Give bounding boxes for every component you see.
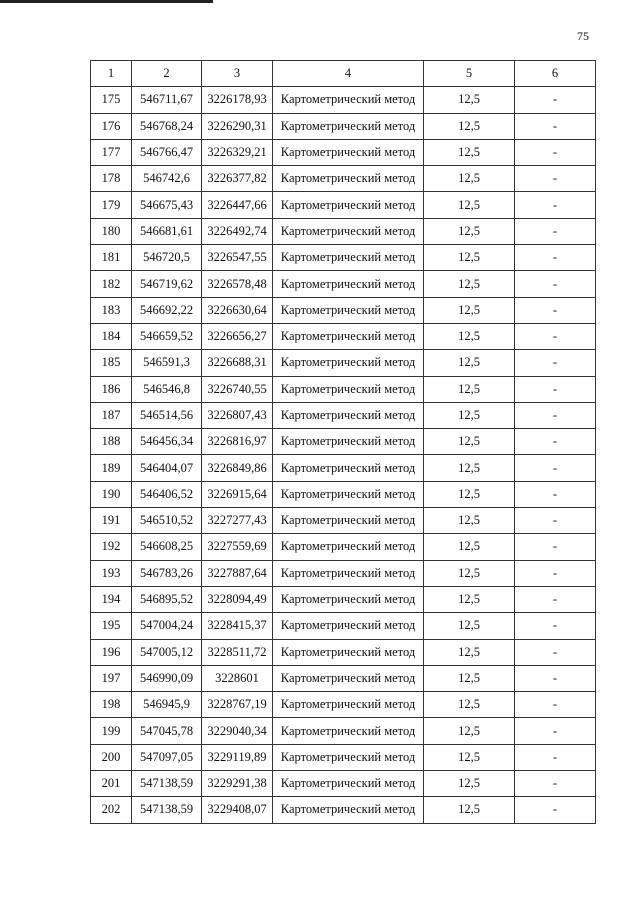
cell-accuracy: 12,5 [424, 771, 515, 797]
cell-point-number: 193 [91, 560, 132, 586]
cell-accuracy: 12,5 [424, 613, 515, 639]
cell-x: 547004,24 [132, 613, 202, 639]
cell-point-number: 175 [91, 87, 132, 113]
cell-accuracy: 12,5 [424, 534, 515, 560]
cell-method: Картометрический метод [273, 192, 424, 218]
cell-y: 3229040,34 [202, 718, 273, 744]
cell-dash: - [515, 139, 596, 165]
table-row [91, 323, 596, 349]
cell-dash: - [515, 639, 596, 665]
cell-accuracy: 12,5 [424, 113, 515, 139]
cell-point-number: 180 [91, 218, 132, 244]
table-row [91, 481, 596, 507]
cell-point-number: 179 [91, 192, 132, 218]
column-header: 2 [132, 61, 202, 87]
cell-x: 546675,43 [132, 192, 202, 218]
cell-accuracy: 12,5 [424, 586, 515, 612]
cell-accuracy: 12,5 [424, 166, 515, 192]
cell-x: 546510,52 [132, 508, 202, 534]
column-header: 6 [515, 61, 596, 87]
cell-method: Картометрический метод [273, 665, 424, 691]
cell-point-number: 176 [91, 113, 132, 139]
cell-method: Картометрический метод [273, 113, 424, 139]
cell-dash: - [515, 744, 596, 770]
cell-point-number: 197 [91, 665, 132, 691]
cell-y: 3226447,66 [202, 192, 273, 218]
cell-x: 546783,26 [132, 560, 202, 586]
table-row [91, 192, 596, 218]
cell-point-number: 194 [91, 586, 132, 612]
table-row [91, 139, 596, 165]
cell-y: 3226630,64 [202, 297, 273, 323]
cell-x: 546546,8 [132, 376, 202, 402]
cell-x: 546406,52 [132, 481, 202, 507]
cell-accuracy: 12,5 [424, 139, 515, 165]
cell-x: 547005,12 [132, 639, 202, 665]
table-body [91, 87, 596, 823]
top-rule [0, 0, 213, 3]
cell-method: Картометрический метод [273, 139, 424, 165]
table-row [91, 376, 596, 402]
cell-accuracy: 12,5 [424, 218, 515, 244]
table-row [91, 508, 596, 534]
cell-method: Картометрический метод [273, 718, 424, 744]
cell-method: Картометрический метод [273, 87, 424, 113]
cell-dash: - [515, 218, 596, 244]
cell-x: 547097,05 [132, 744, 202, 770]
table-row [91, 297, 596, 323]
table-row [91, 113, 596, 139]
cell-point-number: 185 [91, 350, 132, 376]
table-row [91, 87, 596, 113]
cell-accuracy: 12,5 [424, 481, 515, 507]
cell-method: Картометрический метод [273, 323, 424, 349]
cell-method: Картометрический метод [273, 508, 424, 534]
cell-dash: - [515, 797, 596, 823]
cell-point-number: 199 [91, 718, 132, 744]
cell-dash: - [515, 376, 596, 402]
cell-point-number: 198 [91, 692, 132, 718]
cell-accuracy: 12,5 [424, 560, 515, 586]
table-row [91, 744, 596, 770]
cell-y: 3228511,72 [202, 639, 273, 665]
table-row [91, 245, 596, 271]
cell-method: Картометрический метод [273, 744, 424, 770]
cell-y: 3226377,82 [202, 166, 273, 192]
cell-point-number: 181 [91, 245, 132, 271]
cell-dash: - [515, 429, 596, 455]
column-header: 5 [424, 61, 515, 87]
column-header: 3 [202, 61, 273, 87]
cell-point-number: 188 [91, 429, 132, 455]
cell-method: Картометрический метод [273, 218, 424, 244]
cell-dash: - [515, 560, 596, 586]
cell-dash: - [515, 271, 596, 297]
cell-dash: - [515, 771, 596, 797]
table-row [91, 402, 596, 428]
cell-x: 546768,24 [132, 113, 202, 139]
cell-accuracy: 12,5 [424, 665, 515, 691]
cell-x: 546692,22 [132, 297, 202, 323]
cell-method: Картометрический метод [273, 586, 424, 612]
cell-dash: - [515, 87, 596, 113]
table-row [91, 455, 596, 481]
cell-y: 3226656,27 [202, 323, 273, 349]
table-row [91, 271, 596, 297]
column-header: 1 [91, 61, 132, 87]
cell-x: 547138,59 [132, 797, 202, 823]
cell-point-number: 186 [91, 376, 132, 402]
cell-y: 3227559,69 [202, 534, 273, 560]
cell-method: Картометрический метод [273, 771, 424, 797]
cell-method: Картометрический метод [273, 534, 424, 560]
cell-x: 546742,6 [132, 166, 202, 192]
cell-x: 546945,9 [132, 692, 202, 718]
cell-method: Картометрический метод [273, 166, 424, 192]
cell-accuracy: 12,5 [424, 87, 515, 113]
cell-dash: - [515, 402, 596, 428]
cell-y: 3226178,93 [202, 87, 273, 113]
table-row [91, 797, 596, 823]
cell-method: Картометрический метод [273, 481, 424, 507]
cell-method: Картометрический метод [273, 245, 424, 271]
cell-point-number: 178 [91, 166, 132, 192]
cell-y: 3228767,19 [202, 692, 273, 718]
cell-point-number: 182 [91, 271, 132, 297]
column-header: 4 [273, 61, 424, 87]
table-row [91, 692, 596, 718]
cell-point-number: 183 [91, 297, 132, 323]
cell-method: Картометрический метод [273, 402, 424, 428]
cell-x: 547045,78 [132, 718, 202, 744]
cell-point-number: 190 [91, 481, 132, 507]
cell-method: Картометрический метод [273, 692, 424, 718]
cell-x: 546990,09 [132, 665, 202, 691]
cell-x: 546608,25 [132, 534, 202, 560]
table-row [91, 639, 596, 665]
cell-x: 546456,34 [132, 429, 202, 455]
cell-dash: - [515, 534, 596, 560]
table-row [91, 350, 596, 376]
cell-y: 3226915,64 [202, 481, 273, 507]
cell-x: 546514,56 [132, 402, 202, 428]
cell-accuracy: 12,5 [424, 639, 515, 665]
cell-method: Картометрический метод [273, 560, 424, 586]
cell-accuracy: 12,5 [424, 797, 515, 823]
cell-point-number: 187 [91, 402, 132, 428]
cell-accuracy: 12,5 [424, 323, 515, 349]
cell-point-number: 201 [91, 771, 132, 797]
cell-y: 3226740,55 [202, 376, 273, 402]
cell-y: 3226688,31 [202, 350, 273, 376]
cell-accuracy: 12,5 [424, 718, 515, 744]
cell-accuracy: 12,5 [424, 350, 515, 376]
cell-dash: - [515, 586, 596, 612]
cell-accuracy: 12,5 [424, 297, 515, 323]
cell-x: 546766,47 [132, 139, 202, 165]
cell-y: 3226816,97 [202, 429, 273, 455]
cell-y: 3226547,55 [202, 245, 273, 271]
cell-x: 547138,59 [132, 771, 202, 797]
cell-x: 546720,5 [132, 245, 202, 271]
cell-y: 3226807,43 [202, 402, 273, 428]
cell-x: 546659,52 [132, 323, 202, 349]
cell-y: 3226492,74 [202, 218, 273, 244]
cell-accuracy: 12,5 [424, 508, 515, 534]
cell-y: 3228601 [202, 665, 273, 691]
table-header-row [91, 61, 596, 87]
table-row [91, 429, 596, 455]
cell-accuracy: 12,5 [424, 744, 515, 770]
cell-point-number: 195 [91, 613, 132, 639]
cell-dash: - [515, 455, 596, 481]
cell-accuracy: 12,5 [424, 271, 515, 297]
cell-point-number: 202 [91, 797, 132, 823]
table-row [91, 166, 596, 192]
cell-y: 3229291,38 [202, 771, 273, 797]
cell-dash: - [515, 166, 596, 192]
cell-accuracy: 12,5 [424, 455, 515, 481]
cell-dash: - [515, 113, 596, 139]
table-row [91, 718, 596, 744]
cell-dash: - [515, 323, 596, 349]
cell-point-number: 189 [91, 455, 132, 481]
cell-y: 3227887,64 [202, 560, 273, 586]
cell-y: 3226290,31 [202, 113, 273, 139]
cell-method: Картометрический метод [273, 613, 424, 639]
page-number: 75 [577, 29, 589, 43]
cell-method: Картометрический метод [273, 429, 424, 455]
cell-x: 546719,62 [132, 271, 202, 297]
table-row [91, 560, 596, 586]
cell-dash: - [515, 297, 596, 323]
cell-y: 3226578,48 [202, 271, 273, 297]
cell-dash: - [515, 350, 596, 376]
cell-y: 3228415,37 [202, 613, 273, 639]
table-row [91, 586, 596, 612]
cell-point-number: 177 [91, 139, 132, 165]
cell-x: 546404,07 [132, 455, 202, 481]
cell-method: Картометрический метод [273, 455, 424, 481]
table-row [91, 218, 596, 244]
cell-y: 3228094,49 [202, 586, 273, 612]
cell-dash: - [515, 665, 596, 691]
cell-accuracy: 12,5 [424, 429, 515, 455]
cell-method: Картометрический метод [273, 639, 424, 665]
cell-x: 546681,61 [132, 218, 202, 244]
cell-method: Картометрический метод [273, 297, 424, 323]
cell-dash: - [515, 692, 596, 718]
cell-dash: - [515, 245, 596, 271]
cell-method: Картометрический метод [273, 376, 424, 402]
cell-dash: - [515, 192, 596, 218]
cell-y: 3229119,89 [202, 744, 273, 770]
cell-accuracy: 12,5 [424, 192, 515, 218]
cell-method: Картометрический метод [273, 350, 424, 376]
cell-x: 546591,3 [132, 350, 202, 376]
cell-accuracy: 12,5 [424, 376, 515, 402]
table-row [91, 771, 596, 797]
table-row [91, 665, 596, 691]
cell-dash: - [515, 613, 596, 639]
cell-dash: - [515, 718, 596, 744]
coordinates-table [90, 60, 596, 824]
cell-accuracy: 12,5 [424, 245, 515, 271]
cell-y: 3226849,86 [202, 455, 273, 481]
cell-dash: - [515, 481, 596, 507]
cell-dash: - [515, 508, 596, 534]
table-row [91, 613, 596, 639]
cell-y: 3229408,07 [202, 797, 273, 823]
cell-x: 546895,52 [132, 586, 202, 612]
cell-accuracy: 12,5 [424, 402, 515, 428]
cell-accuracy: 12,5 [424, 692, 515, 718]
cell-point-number: 191 [91, 508, 132, 534]
cell-x: 546711,67 [132, 87, 202, 113]
table-row [91, 534, 596, 560]
cell-point-number: 184 [91, 323, 132, 349]
cell-point-number: 196 [91, 639, 132, 665]
cell-point-number: 200 [91, 744, 132, 770]
cell-point-number: 192 [91, 534, 132, 560]
cell-method: Картометрический метод [273, 271, 424, 297]
cell-y: 3227277,43 [202, 508, 273, 534]
cell-method: Картометрический метод [273, 797, 424, 823]
cell-y: 3226329,21 [202, 139, 273, 165]
